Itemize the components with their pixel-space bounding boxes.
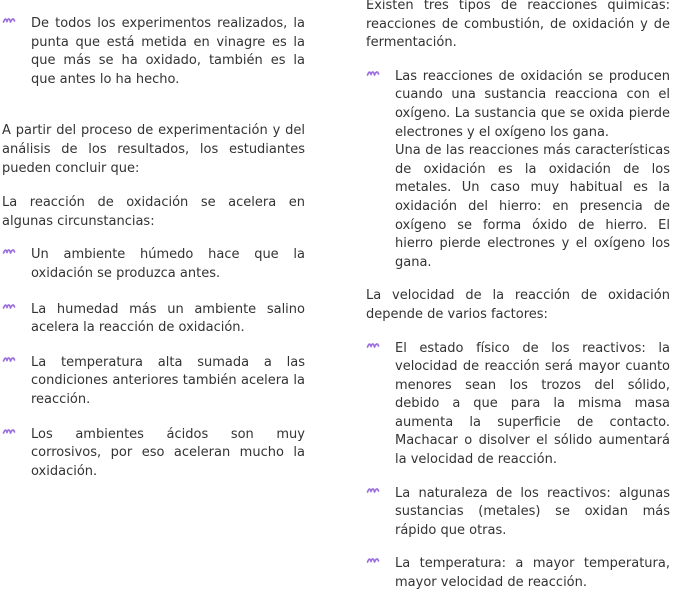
- oxidation-example: Una de las reacciones más características de oxidación es la oxidación de los metales. Un caso muy habitual es la oxidación del hierro: en presencia de oxígeno se forma óxido de hierro. El hierro pierde electrones y el oxígeno los gana.: [395, 143, 670, 270]
- list-item: [366, 340, 670, 470]
- types-paragraph: Existen tres tipos de reacciones químicas: reacciones de combustión, de oxidación y de fermentación.: [366, 0, 670, 51]
- check-swoosh-icon: [2, 301, 16, 313]
- list-item: [2, 301, 305, 338]
- check-swoosh-icon: [2, 246, 16, 258]
- check-swoosh-icon: [2, 354, 16, 366]
- list-item: [366, 68, 670, 273]
- list-item-text: Un ambiente húmedo hace que la oxidación se produzca antes.: [31, 247, 305, 281]
- check-swoosh-icon: [366, 555, 380, 567]
- check-swoosh-icon: [366, 68, 380, 80]
- check-swoosh-icon: [366, 340, 380, 352]
- list-item: [366, 485, 670, 541]
- list-item: [2, 15, 305, 89]
- lead-paragraph: La reacción de oxidación se acelera en algunas circunstancias:: [2, 195, 305, 229]
- list-item-text: La naturaleza de los reactivos: algunas sustancias (metales) se oxidan más rápido que otras.: [395, 485, 670, 538]
- list-item-text: La temperatura: a mayor temperatura, mayor velocidad de reacción.: [395, 556, 670, 591]
- right-column: [366, 0, 670, 593]
- check-swoosh-icon: [366, 485, 380, 497]
- list-item-text: Los ambientes ácidos son muy corrosivos, por eso aceleran mucho la oxidación.: [31, 426, 305, 479]
- left-column: [2, 0, 305, 481]
- list-item: [2, 426, 305, 482]
- intro-paragraph: A partir del proceso de experimentación y del análisis de los resultados, los estudiantes pueden concluir que:: [2, 123, 305, 176]
- oxidation-definition: Las reacciones de oxidación se producen cuando una sustancia reacciona con el oxígeno. La sustancia que se oxida pierde electrones y el oxígeno los gana.: [395, 68, 670, 140]
- list-item: [2, 246, 305, 283]
- speed-intro: La velocidad de la reacción de oxidación depende de varios factores:: [366, 288, 670, 322]
- check-swoosh-icon: [2, 426, 16, 438]
- list-item-text: El estado físico de los reactivos: la velocidad de reacción será mayor cuanto menores sean los trozos del sólido, debido a que para la misma masa aumenta la superficie de contacto. Machacar o disolver el sólido aumentará la velocidad de reacción.: [395, 340, 670, 468]
- list-item-text: La temperatura alta sumada a las condiciones anteriores también acelera la reacción.: [31, 354, 305, 407]
- check-swoosh-icon: [2, 15, 16, 27]
- list-item-text: La humedad más un ambiente salino acelera la reacción de oxidación.: [31, 301, 305, 336]
- list-item: [2, 354, 305, 410]
- list-item: [366, 555, 670, 592]
- list-item-text: De todos los experimentos realizados, la punta que está metida en vinagre es la que más se ha oxidado, también es la que antes lo ha hecho.: [31, 16, 305, 87]
